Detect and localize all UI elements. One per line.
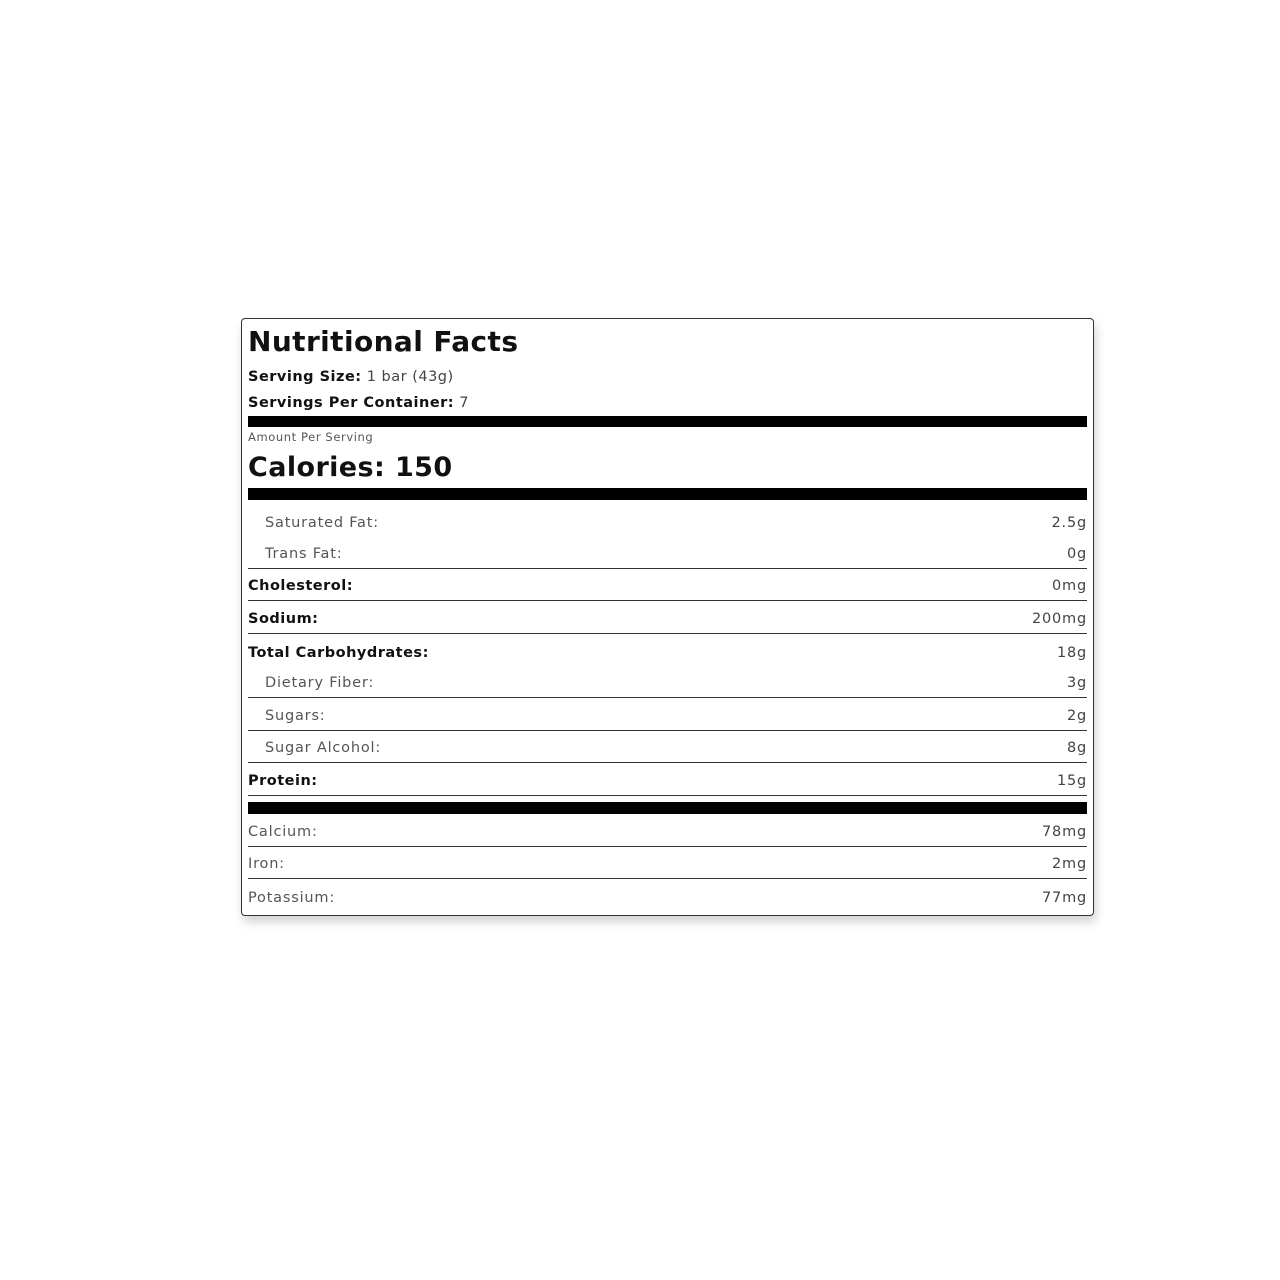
nutrient-row <box>248 602 1087 634</box>
nutrient-amount: 18g <box>1056 645 1087 661</box>
nutrient-name: Total Carbohydrates: <box>248 645 429 661</box>
nutrient-amount: 15g <box>1056 773 1087 789</box>
amount-per-serving: Amount Per Serving <box>248 430 374 444</box>
servings-per-container-value: 7 <box>459 395 469 411</box>
nutrient-row <box>248 569 1087 601</box>
nutrient-amount: 0mg <box>1052 578 1087 594</box>
nutrient-name: Saturated Fat: <box>265 515 379 531</box>
nutrient-name: Dietary Fiber: <box>265 675 375 691</box>
serving-size-label: Serving Size: <box>248 369 362 385</box>
nutrient-name: Sugars: <box>265 708 326 724</box>
nutrient-name: Sugar Alcohol: <box>265 740 382 756</box>
nutrient-amount: 2g <box>1066 708 1087 724</box>
calories: Calories: 150 <box>248 452 453 483</box>
nutrient-amount: 200mg <box>1031 611 1087 627</box>
servings-per-container <box>248 395 469 411</box>
thick-divider-calories <box>248 488 1087 500</box>
mineral-amount: 77mg <box>1042 890 1087 906</box>
nutrient-name: Protein: <box>248 773 318 789</box>
nutrient-row <box>248 537 1087 569</box>
nutrient-row <box>248 699 1087 731</box>
nutrient-row <box>248 635 1087 667</box>
nutrient-row <box>248 505 1087 537</box>
thick-divider-minerals <box>248 802 1087 814</box>
nutrient-amount: 8g <box>1066 740 1087 756</box>
nutrition-facts-panel <box>241 318 1094 916</box>
nutrient-row <box>248 731 1087 763</box>
mineral-row <box>248 880 1087 912</box>
mineral-name: Iron: <box>248 856 285 872</box>
thick-divider-top <box>248 416 1087 427</box>
mineral-name: Potassium: <box>248 890 336 906</box>
mineral-amount: 2mg <box>1052 856 1087 872</box>
mineral-name: Calcium: <box>248 824 318 840</box>
nutrient-row <box>248 666 1087 698</box>
serving-size <box>248 369 454 385</box>
nutrient-row <box>248 764 1087 796</box>
mineral-row <box>248 847 1087 879</box>
label-title: Nutritional Facts <box>248 325 519 358</box>
nutrient-name: Sodium: <box>248 611 319 627</box>
mineral-row <box>248 815 1087 847</box>
serving-size-value: 1 bar (43g) <box>366 369 454 385</box>
nutrient-name: Trans Fat: <box>265 546 343 562</box>
mineral-amount: 78mg <box>1042 824 1087 840</box>
nutrient-amount: 0g <box>1066 546 1087 562</box>
nutrient-name: Cholesterol: <box>248 578 354 594</box>
nutrient-amount: 2.5g <box>1051 515 1087 531</box>
servings-per-container-label: Servings Per Container: <box>248 395 455 411</box>
nutrient-amount: 3g <box>1066 675 1087 691</box>
